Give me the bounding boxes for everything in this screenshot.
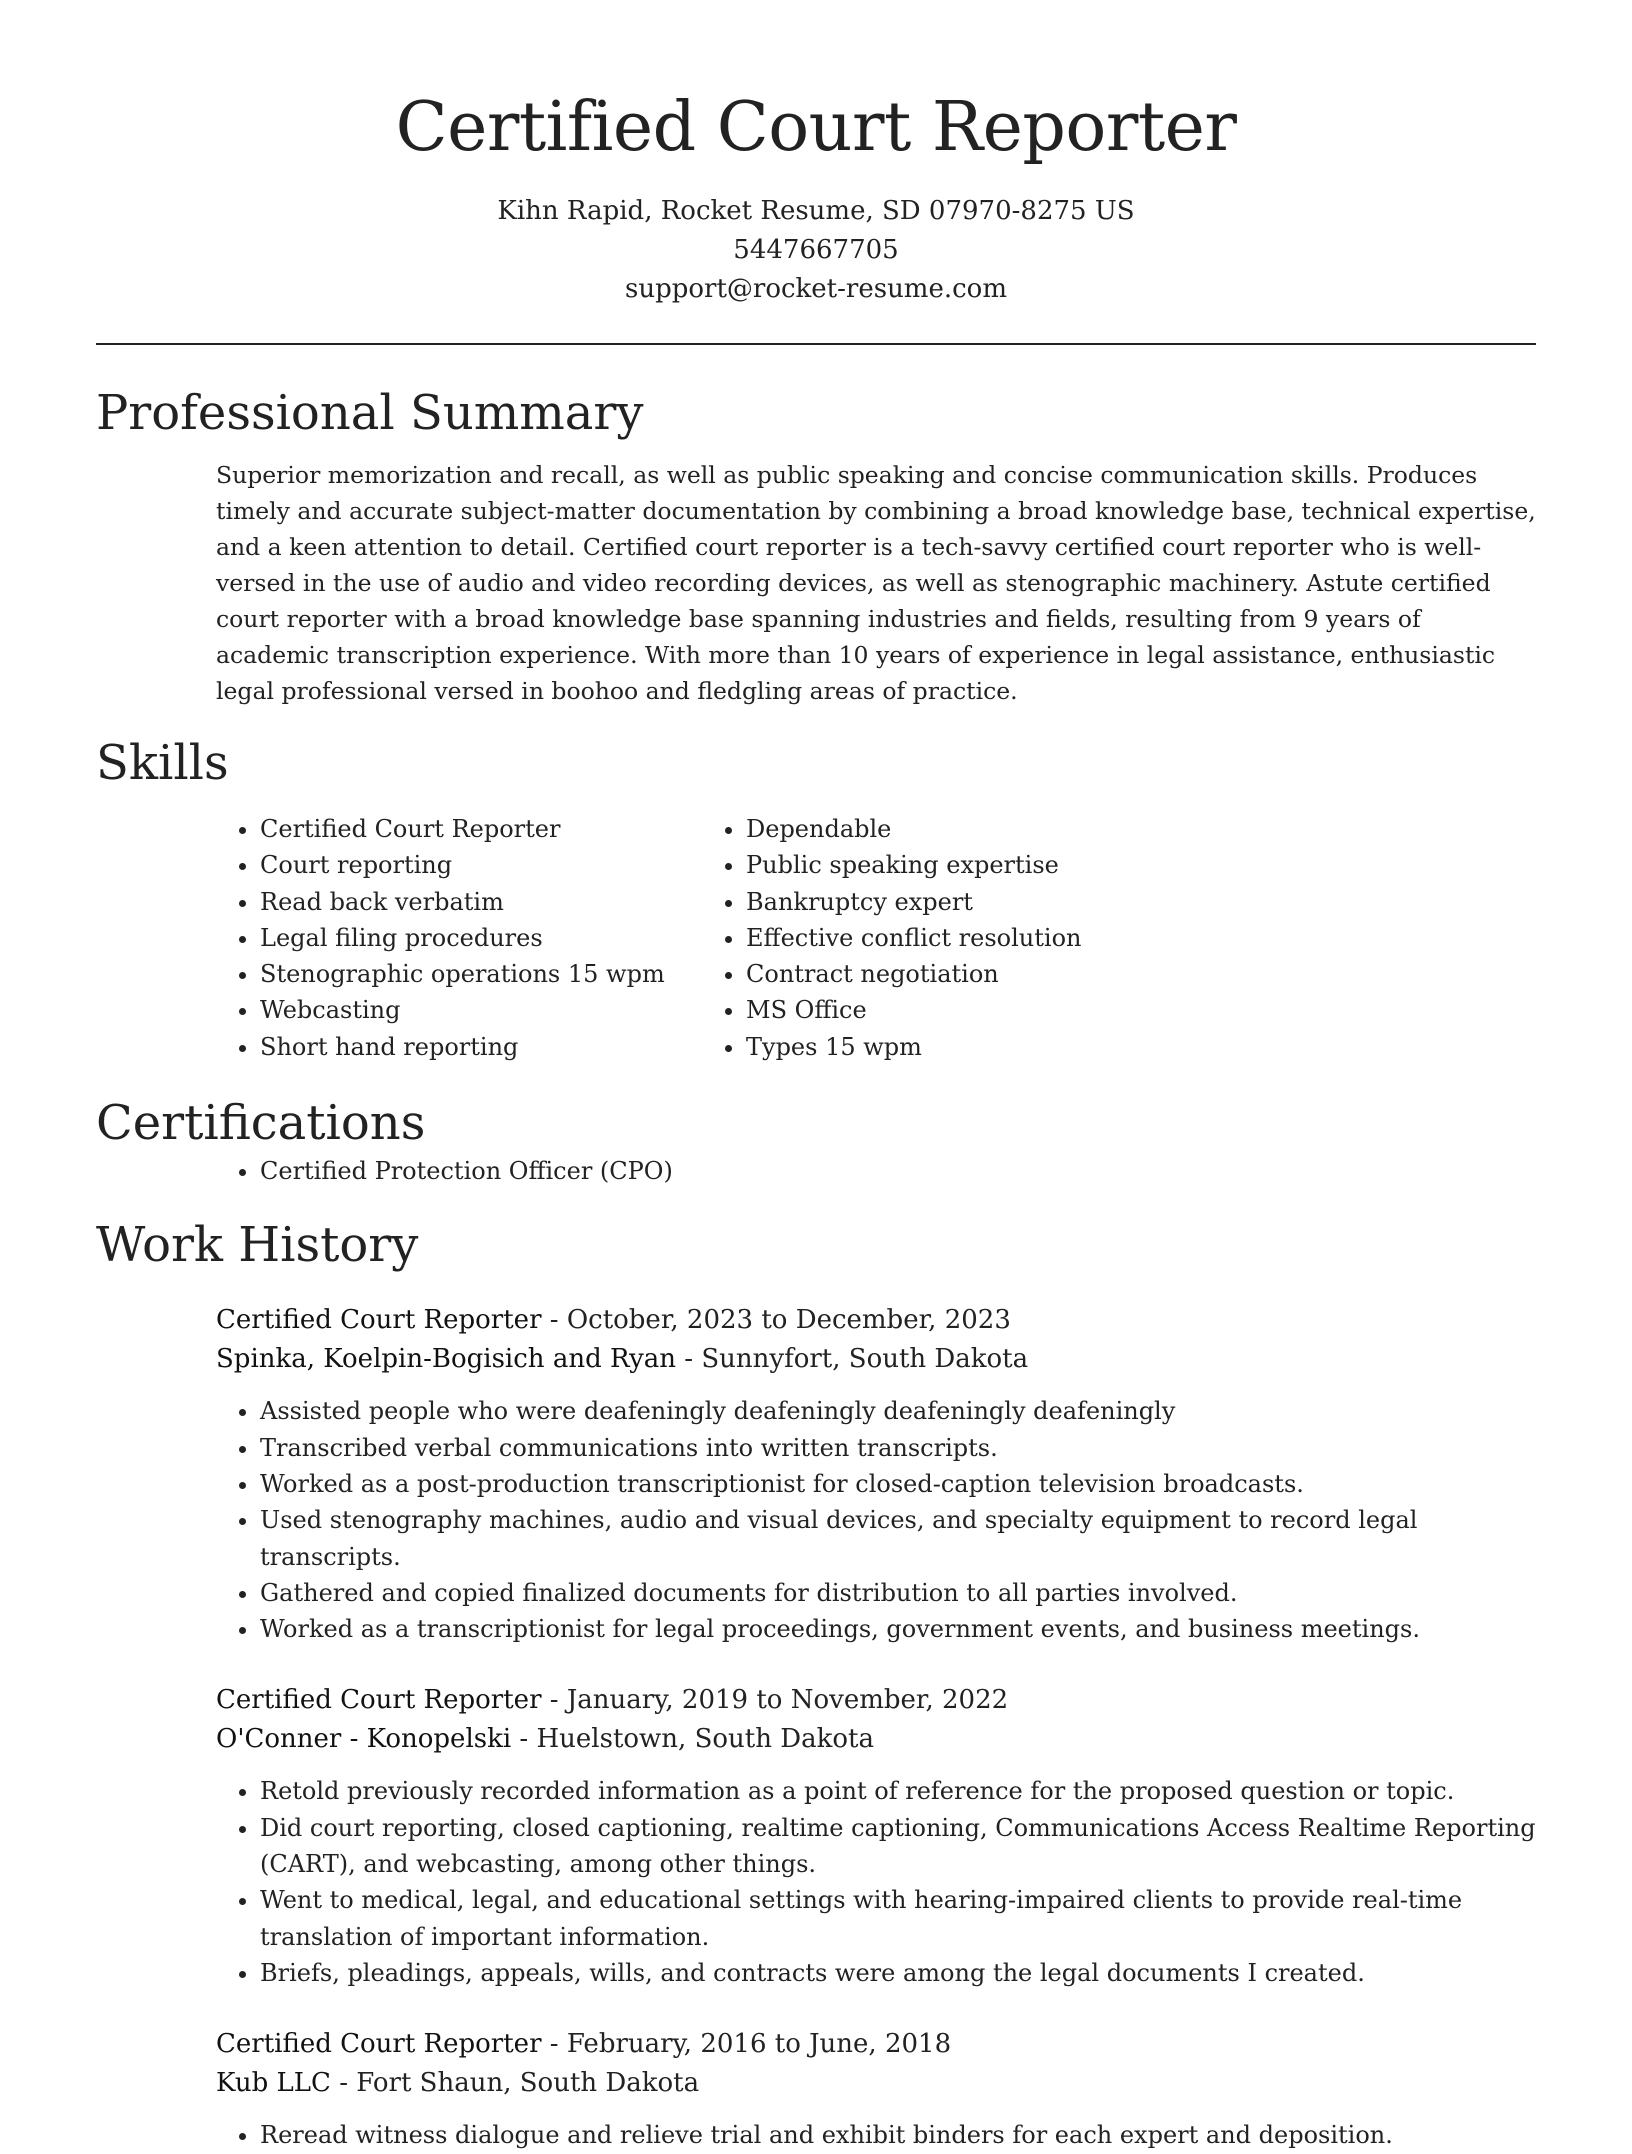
- job-duty: • Gathered and copied finalized documents for distribution to all parties involved.: [260, 1575, 1536, 1611]
- job-duty: • Worked as a post-production transcriptionist for closed-caption television broadcasts.: [260, 1466, 1536, 1502]
- skill-item: • Contract negotiation: [746, 956, 1346, 992]
- skills-list: [96, 811, 1536, 1065]
- certifications-heading: Certifications: [96, 1095, 426, 1152]
- job-employer-line: [216, 2064, 1536, 2103]
- job-entry: [216, 2025, 1536, 2153]
- certification-item: • Certified Protection Officer (CPO): [260, 1153, 1536, 1189]
- job-role: Certified Court Reporter: [216, 2029, 542, 2060]
- skills-column-left: [96, 811, 746, 1065]
- job-duty: • Retold previously recorded information as a point of reference for the proposed question or topic.: [260, 1773, 1536, 1809]
- job-duty: • Reread witness dialogue and relieve trial and exhibit binders for each expert and deposition.: [260, 2117, 1536, 2153]
- contact-phone: 5447667705: [733, 235, 899, 265]
- job-company: O'Conner - Konopelski: [216, 1724, 512, 1755]
- skill-item: • Read back verbatim: [260, 884, 746, 920]
- job-entry: [216, 1301, 1536, 1647]
- summary-heading: Professional Summary: [96, 385, 644, 441]
- job-company: Kub LLC: [216, 2068, 331, 2099]
- skill-item: • Court reporting: [260, 847, 746, 883]
- job-company: Spinka, Koelpin-Bogisich and Ryan: [216, 1344, 677, 1375]
- job-role: Certified Court Reporter: [216, 1685, 542, 1716]
- job-location: - Huelstown, South Dakota: [511, 1724, 874, 1755]
- skills-column-right: [746, 811, 1346, 1065]
- job-employer-line: [216, 1340, 1536, 1379]
- job-duties: [216, 2117, 1536, 2153]
- job-dates: - January, 2019 to November, 2022: [541, 1685, 1009, 1716]
- contact-email: support@rocket-resume.com: [624, 274, 1007, 304]
- skill-item: • Short hand reporting: [260, 1029, 746, 1065]
- job-duty: • Transcribed verbal communications into written transcripts.: [260, 1430, 1536, 1466]
- skill-item: • Bankruptcy expert: [746, 884, 1346, 920]
- skill-item: • Dependable: [746, 811, 1346, 847]
- skill-item: • Certified Court Reporter: [260, 811, 746, 847]
- job-title-line: [216, 1301, 1536, 1340]
- job-location: - Sunnyfort, South Dakota: [676, 1344, 1029, 1375]
- job-role: Certified Court Reporter: [216, 1305, 542, 1336]
- skill-item: • Legal filing procedures: [260, 920, 746, 956]
- job-employer-line: [216, 1720, 1536, 1759]
- job-dates: - February, 2016 to June, 2018: [541, 2029, 952, 2060]
- job-dates: - October, 2023 to December, 2023: [541, 1305, 1011, 1336]
- header-divider: [96, 343, 1536, 345]
- skill-item: • MS Office: [746, 992, 1346, 1028]
- job-entry: [216, 1681, 1536, 1991]
- job-location: - Fort Shaun, South Dakota: [330, 2068, 700, 2099]
- resume-name: Certified Court Reporter: [395, 88, 1237, 167]
- job-title-line: [216, 1681, 1536, 1720]
- skill-item: • Stenographic operations 15 wpm: [260, 956, 746, 992]
- contact-address: Kihn Rapid, Rocket Resume, SD 07970-8275 US: [497, 196, 1135, 226]
- job-duties: [216, 1393, 1536, 1647]
- skill-item: • Effective conflict resolution: [746, 920, 1346, 956]
- job-duty: • Used stenography machines, audio and visual devices, and specialty equipment to record legal transcripts.: [260, 1502, 1536, 1575]
- skills-heading: Skills: [96, 735, 229, 791]
- skill-item: • Public speaking expertise: [746, 847, 1346, 883]
- job-duty: • Assisted people who were deafeningly deafeningly deafeningly deafeningly: [260, 1393, 1536, 1429]
- job-duty: • Did court reporting, closed captioning, realtime captioning, Communications Access Realtime Reporting (CART), and webcasting, among other things.: [260, 1810, 1536, 1883]
- job-duty: • Briefs, pleadings, appeals, wills, and contracts were among the legal documents I created.: [260, 1955, 1536, 1991]
- job-title-line: [216, 2025, 1536, 2064]
- work-history-heading: Work History: [96, 1217, 419, 1274]
- job-duty: • Went to medical, legal, and educational settings with hearing-impaired clients to provide real-time translation of important information.: [260, 1882, 1536, 1955]
- skill-item: • Webcasting: [260, 992, 746, 1028]
- resume-page: [96, 0, 1536, 2154]
- job-duties: [216, 1773, 1536, 1991]
- resume-header: [96, 0, 1536, 309]
- summary-text: Superior memorization and recall, as well as public speaking and concise communication skills. Produces timely and accurate subject-matter documentation by combining a broad knowledge base, technical expertise, and a keen attention to detail. Certified court reporter is a tech-savvy certified court reporter who is well-versed in the use of audio and video recording devices, as well as stenographic machinery. Astute certified court reporter with a broad knowledge base spanning industries and fields, resulting from 9 years of academic transcription experience. With more than 10 years of experience in legal assistance, enthusiastic legal professional versed in boohoo and fledgling areas of practice.: [216, 461, 1536, 705]
- skill-item: • Types 15 wpm: [746, 1029, 1346, 1065]
- job-duty: • Worked as a transcriptionist for legal proceedings, government events, and business meetings.: [260, 1611, 1536, 1647]
- certifications-list: [96, 1153, 1536, 1189]
